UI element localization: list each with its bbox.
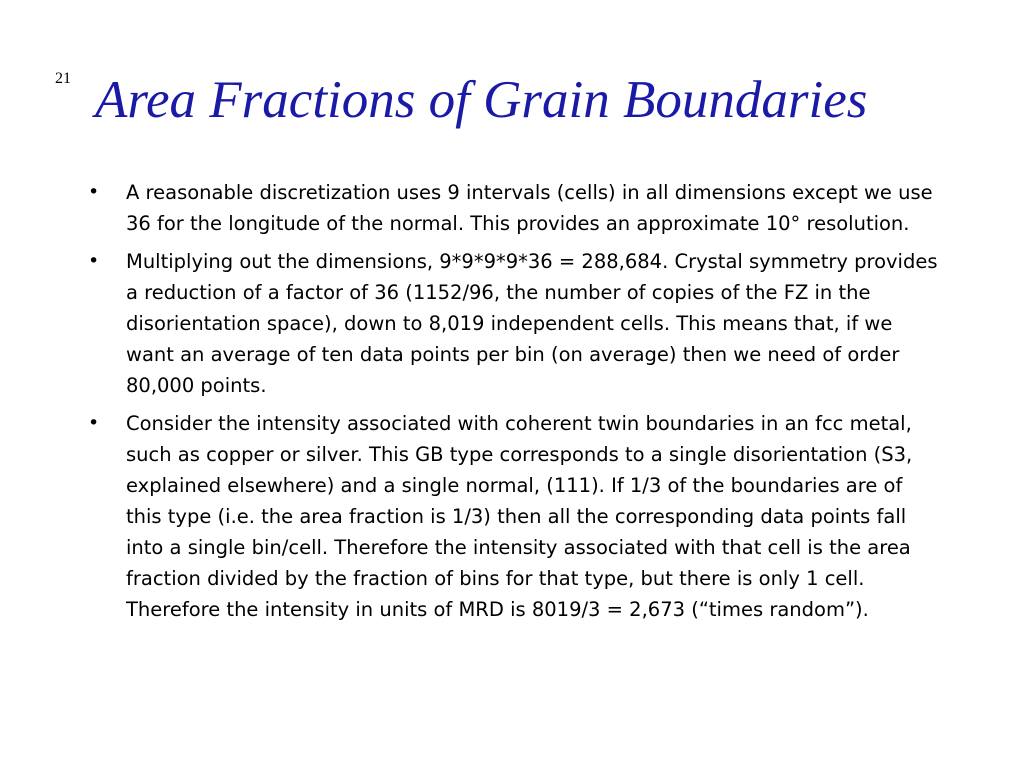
bullet-icon: • (88, 181, 100, 203)
bullet-text: Consider the intensity associated with coherent twin boundaries in an fcc metal, such as copper or silver. This GB type corresponds to a single disorientation (S3, explained elsewhere) and a single normal, (111). If 1/3 of the boundaries are of this type (i.e. the area fraction is 1/3) then all the corresponding data points fall into a single bin/cell. Therefore the intensity associated with that cell is the area fraction divided by the fraction of bins for that type, but there is only 1 cell. Therefore the intensity in units of MRD is 8019/3 = 2,673 (“times random”). (126, 412, 913, 621)
slide-title: Area Fractions of Grain Boundaries (95, 71, 868, 129)
bullet-icon: • (88, 412, 100, 434)
bullet-icon: • (88, 250, 100, 272)
bullet-item-discretization (88, 177, 944, 239)
bullet-item-twin-boundaries (88, 408, 944, 625)
bullet-text: A reasonable discretization uses 9 intervals (cells) in all dimensions except we use 36 for the longitude of the normal. This provides an approximate 10° resolution. (126, 181, 933, 235)
bullet-item-dimensions (88, 246, 944, 401)
slide-number: 21 (55, 70, 71, 87)
bullet-text: Multiplying out the dimensions, 9*9*9*9*36 = 288,684. Crystal symmetry provides a reduction of a factor of 36 (1152/96, the number of copies of the FZ in the disorientation space), down to 8,019 independent cells. This means that, if we want an average of ten data points per bin (on average) then we need of order 80,000 points. (126, 250, 938, 397)
bullet-list (88, 177, 944, 632)
